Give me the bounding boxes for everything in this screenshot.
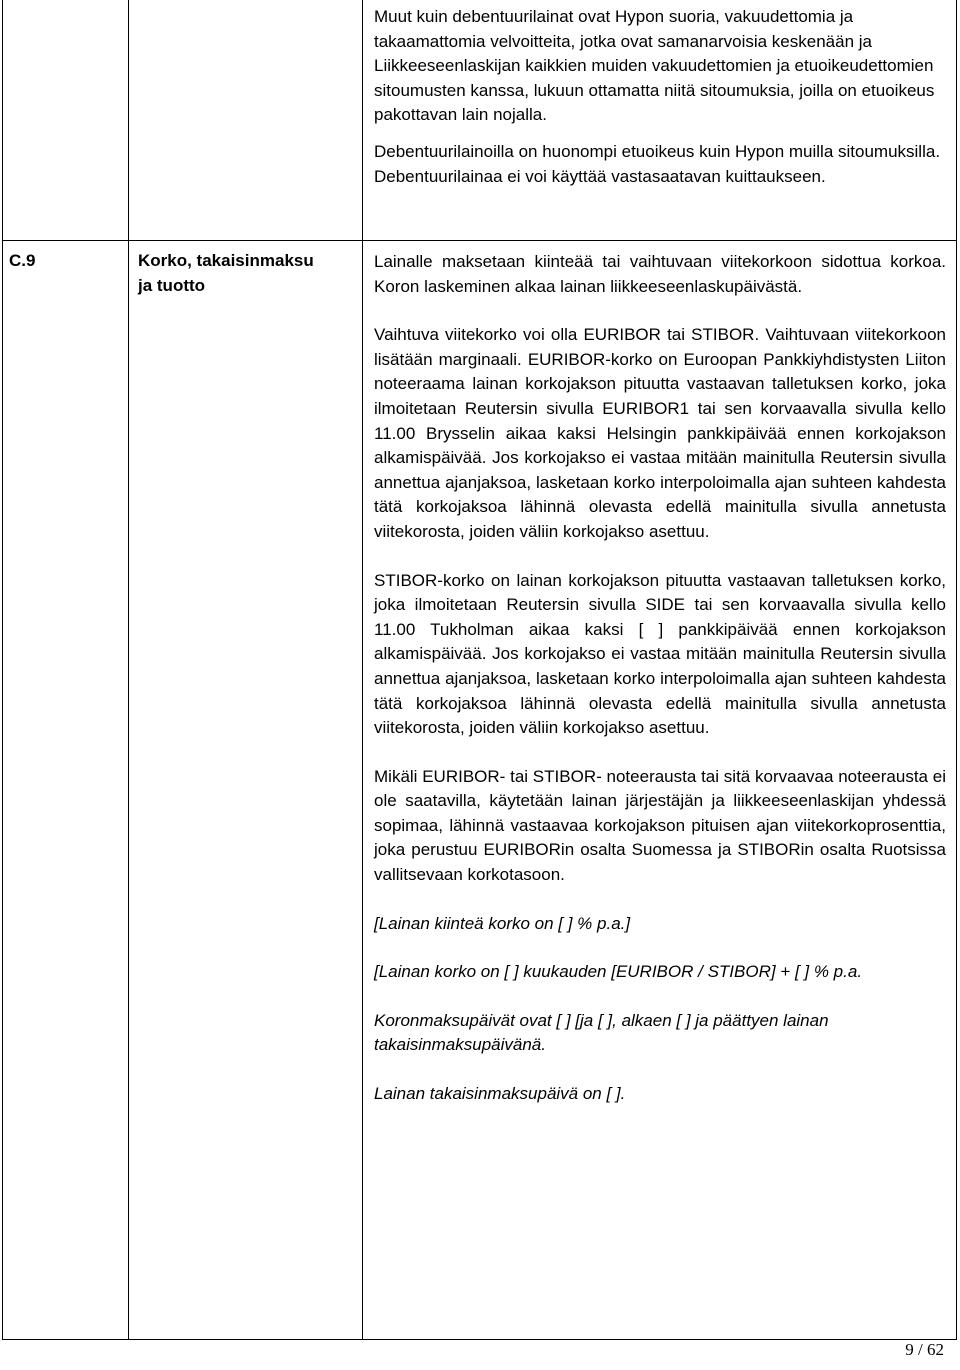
paragraph-fixed-rate: [Lainan kiinteä korko on [ ] % p.a.] bbox=[374, 913, 631, 933]
paragraph-euribor: Vaihtuva viitekorko voi olla EURIBOR tai STIBOR. Vaihtuvaan viitekorkoon lisätään marginaali. EURIBOR-korko on Euroopan Pankkiyhdistysten Liiton noteeraama lainan korkojakson pituutta vastaavan talletuksen korko, joka ilmoitetaan Reutersin sivulla EURIBOR1 tai sen korvaavalla sivulla kello 11.00 Brysselin aikaa kaksi Helsingin pankkipäivää ennen korkojakson alkamispäivää. Jos korkojakso ei vastaa mitään mainitulla Reutersin sivulla annettua ajanjaksoa, lasketaan korko interpoloimalla ajan suhteen kahdesta tätä korkojaksoa lähinnä olevasta edellä mainitulla sivulla annetusta viitekorosta, joiden väliin korkojakso asettuu. bbox=[374, 325, 946, 541]
column-divider-2 bbox=[362, 0, 363, 1340]
table-bottom-border bbox=[2, 1339, 957, 1340]
section-heading-line-2: ja tuotto bbox=[138, 275, 206, 295]
paragraph-debentuuri: Debentuurilainoilla on huonompi etuoikeus kuin Hypon muilla sitoumuksilla. Debentuurilainaa ei voi käyttää vastasaatavan kuittaukseen. bbox=[374, 141, 941, 186]
column-divider-1 bbox=[128, 0, 129, 1340]
paragraph-lainalle: Lainalle maksetaan kiinteää tai vaihtuvaan viitekorkoon sidottua korkoa. Koron laskeminen alkaa lainan liikkeeseenlaskupäivästä. bbox=[374, 252, 946, 296]
page-number: 9 / 62 bbox=[905, 1340, 944, 1359]
table-left-border bbox=[2, 0, 3, 1340]
paragraph-fallback: Mikäli EURIBOR- tai STIBOR- noteerausta tai sitä korvaavaa noteerausta ei ole saatavilla, käytetään lainan järjestäjän ja liikkeeseenlaskijan yhdessä sopimaa, lähinnä vastaavaa korkojakson pituisen ajan viitekorkoprosenttia, joka perustuu EURIBORin osalta Suomessa ja STIBORin osalta Ruotsissa vallitsevaan korkotasoon. bbox=[374, 766, 946, 885]
row-divider bbox=[2, 240, 957, 241]
table-right-border bbox=[956, 0, 957, 1340]
previous-row-content bbox=[374, 5, 946, 189]
paragraph-stibor: STIBOR-korko on lainan korkojakson pituutta vastaavan talletuksen korko, joka ilmoitetaan Reutersin sivulla SIDE tai sen korvaavalla sivulla kello 11.00 Tukholman aikaa kaksi [ ] pankkipäivää ennen korkojakson alkamispäivää. Jos korkojakso ei vastaa mitään mainitulla Reutersin sivulla annettua ajanjaksoa, lasketaan korko interpoloimalla ajan suhteen kahdesta tätä korkojaksoa lähinnä olevasta edellä mainitulla sivulla annetusta viitekorosta, joiden väliin korkojakso asettuu. bbox=[374, 570, 946, 738]
section-heading bbox=[138, 249, 353, 298]
paragraph-payment-dates: Koronmaksupäivät ovat [ ] [ja [ ], alkaen [ ] ja päättyen lainan takaisinmaksupäivänä. bbox=[374, 1010, 829, 1055]
paragraph-ranking: Muut kuin debentuurilainat ovat Hypon suoria, vakuudettomia ja takaamattomia velvoitteita, jotka ovat samanarvoisia keskenään ja Liikkeeseenlaskijan kaikkien muiden vakuudettomien ja etuoikeudettomien sitoumusten kanssa, lukuun ottamatta niitä sitoumuksia, joilla on etuoikeus pakottavan lain nojalla. bbox=[374, 7, 935, 125]
section-content bbox=[374, 250, 946, 1107]
paragraph-repayment-date: Lainan takaisinmaksupäivä on [ ]. bbox=[374, 1084, 626, 1104]
section-heading-line-1: Korko, takaisinmaksu bbox=[138, 251, 314, 270]
paragraph-floating-rate: [Lainan korko on [ ] kuukauden [EURIBOR / STIBOR] + [ ] % p.a. bbox=[374, 962, 863, 982]
section-number: C.9 bbox=[9, 251, 36, 270]
